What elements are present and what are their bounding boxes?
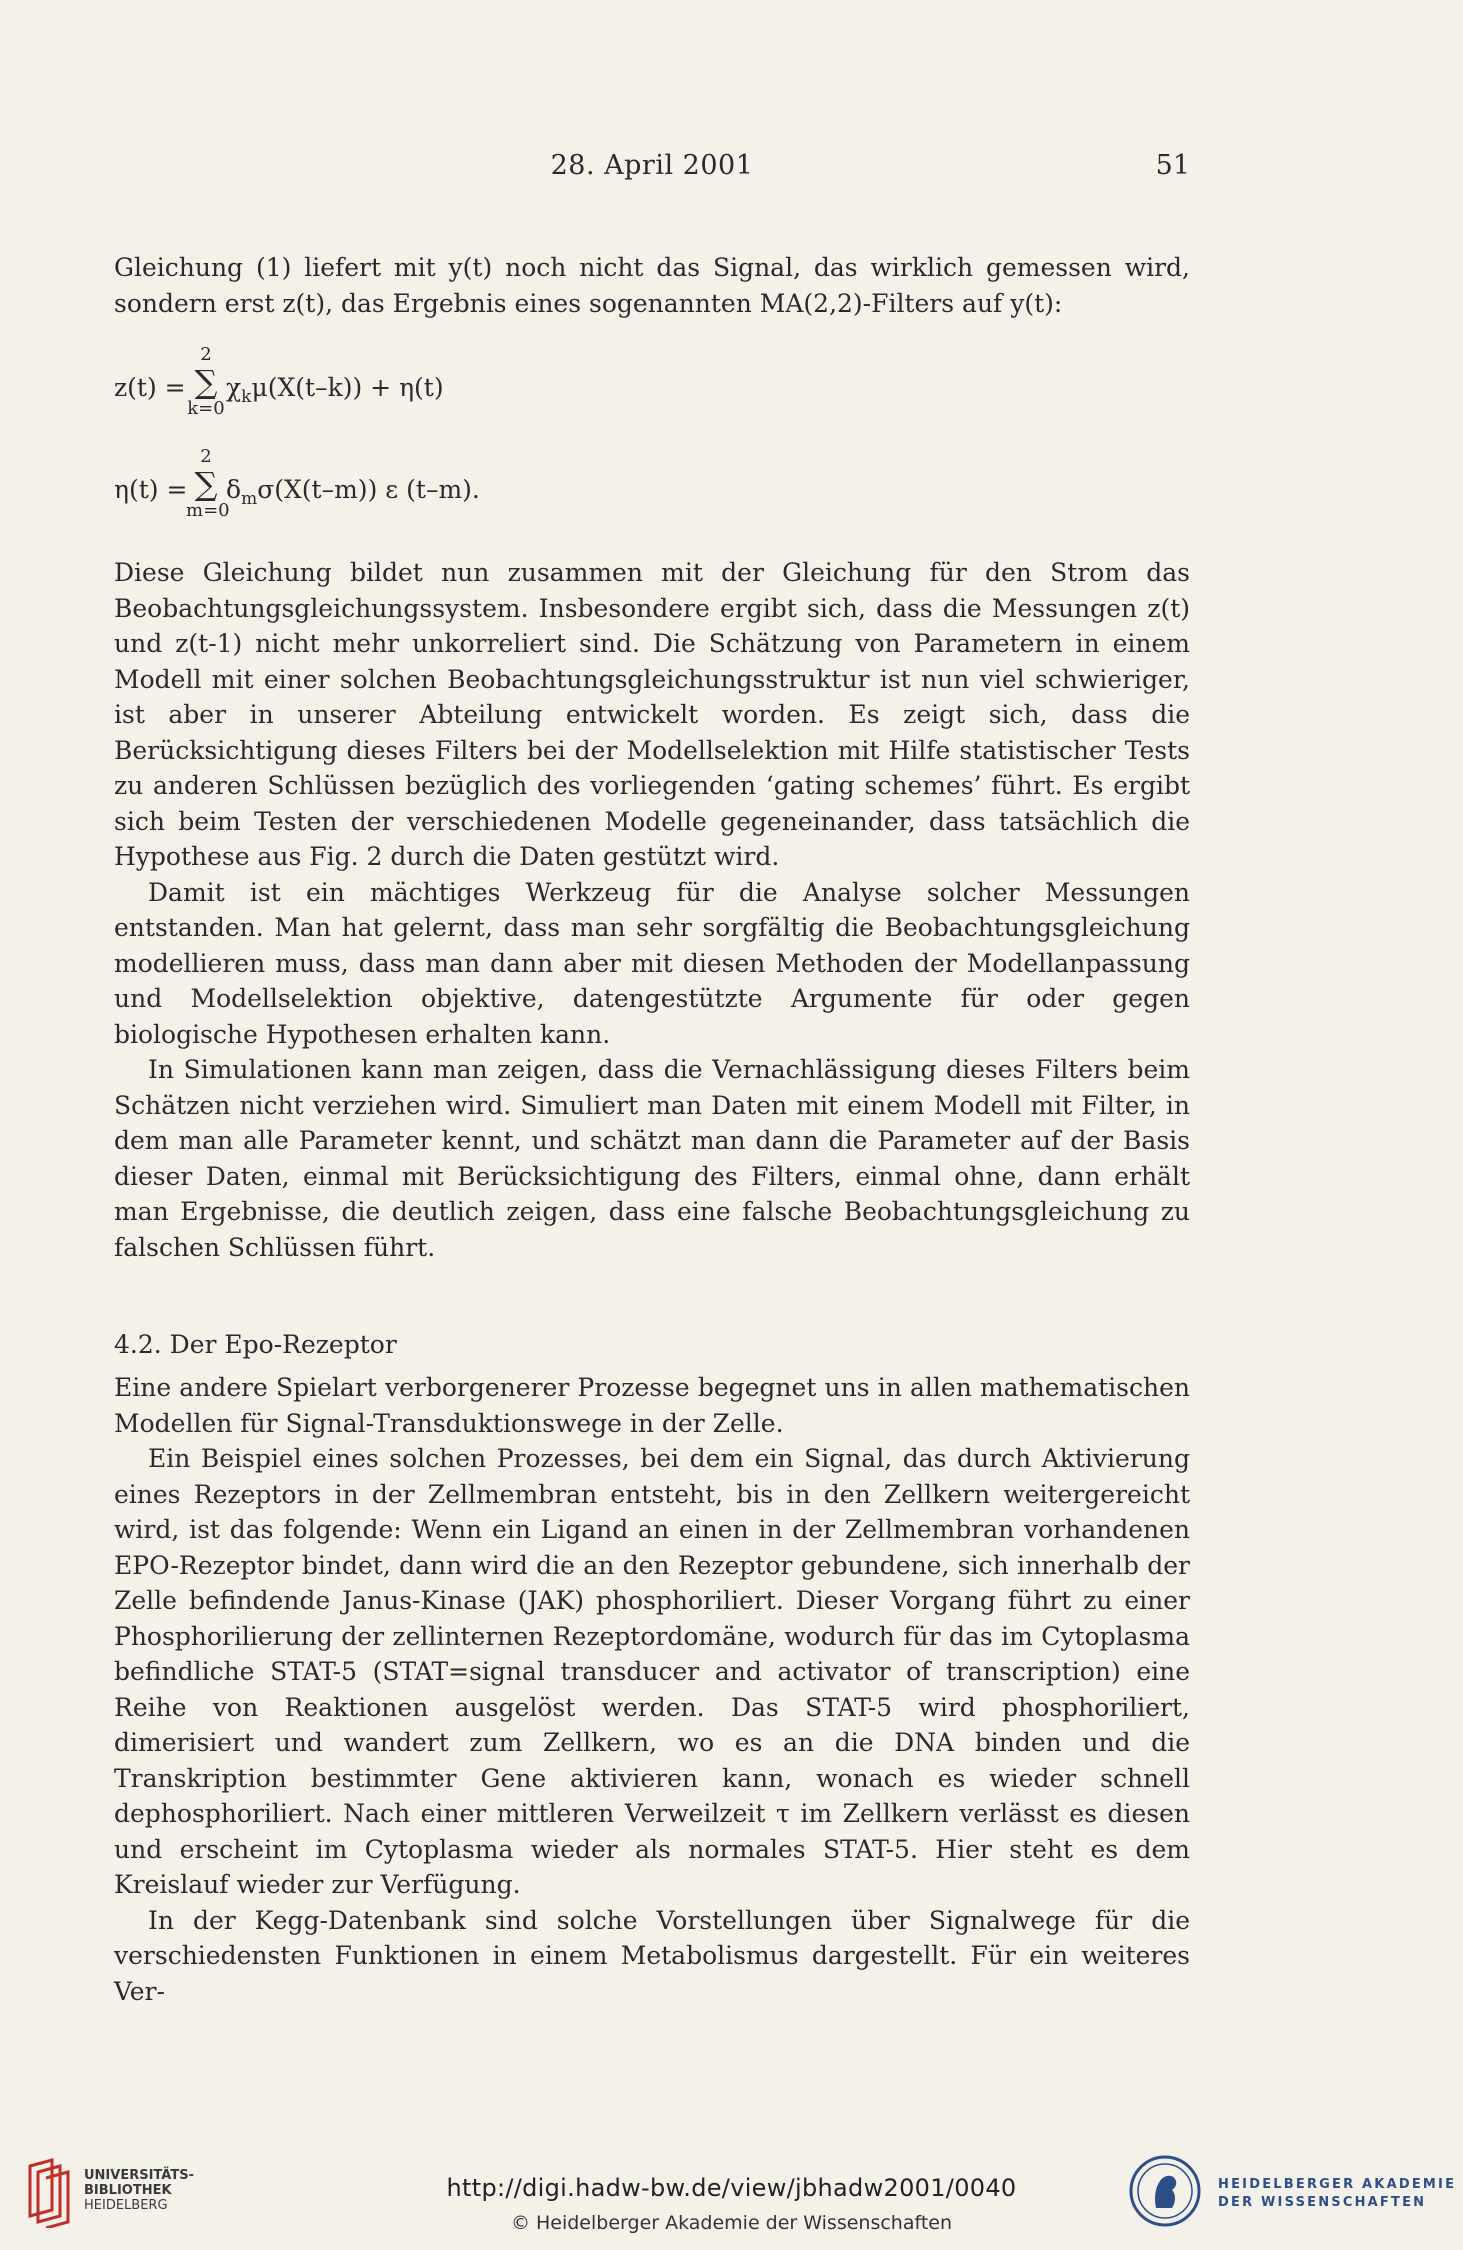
intro-text bbox=[114, 250, 1190, 321]
equation-term: χ bbox=[226, 373, 242, 402]
permalink-url[interactable]: http://digi.hadw-bw.de/view/jbhadw2001/0040 bbox=[446, 2174, 1017, 2202]
equation-term: δ bbox=[226, 475, 242, 504]
paragraph: In Simulationen kann man zeigen, dass die Vernachlässigung dieses Filters beim Schätzen nicht verziehen wird. Simuliert man Daten mit einem Modell mit Filter, in dem man alle Parameter kennt, und schätzt man dann die Parameter auf der Basis dieser Daten, einmal mit Berücksichtigung des Filters, einmal ohne, dann erhält man Ergebnisse, die deutlich zeigen, dass eine falsche Beobachtungsgleichung zu falschen Schlüssen führt. bbox=[114, 1055, 1190, 1262]
sum-lower-limit: k=0 bbox=[187, 398, 225, 419]
paragraph: Diese Gleichung bildet nun zusammen mit der Gleichung für den Strom das Beobachtungsgleichungssystem. Insbesondere ergibt sich, dass die Messungen z(t) und z(t-1) nicht mehr unkorreliert sind. Die Schätzung von Parametern in einem Modell mit einer solchen Beobachtungsgleichungsstruktur ist nun viel schwieriger, ist aber in unserer Abteilung entwickelt worden. Es zeigt sich, dass die Berücksichtigung dieses Filters bei der Modellselektion mit Hilfe statistischer Tests zu anderen Schlüssen bezüglich des vorliegenden ‘gating schemes’ führt. Es ergibt sich beim Testen der verschiedenen Modelle gegeneinander, dass tatsächlich die Hypothese aus Fig. 2 durch die Daten gestützt wird. bbox=[114, 558, 1190, 871]
academy-name-line: DER WISSENSCHAFTEN bbox=[1218, 2195, 1427, 2210]
section-text bbox=[114, 1370, 1190, 2009]
sum-upper-limit: 2 bbox=[200, 446, 212, 467]
equation-subscript: k bbox=[241, 387, 252, 407]
equation-rhs bbox=[226, 373, 444, 407]
library-name-line: HEIDELBERG bbox=[84, 2198, 168, 2213]
equation-rhs bbox=[226, 475, 480, 509]
sum-upper-limit: 2 bbox=[200, 344, 212, 365]
sigma-symbol: ∑ bbox=[194, 465, 218, 503]
page-number: 51 bbox=[1155, 150, 1190, 181]
section-heading: 4.2. Der Epo-Rezeptor bbox=[114, 1330, 397, 1359]
equation-subscript: m bbox=[241, 489, 258, 509]
equation-lhs: z(t) = bbox=[114, 373, 186, 402]
equation-z bbox=[114, 345, 814, 435]
paragraph: In der Kegg-Datenbank sind solche Vorstellungen über Signalwege für die verschiedensten Funktionen in einem Metabolismus dargestellt. Für ein weiteres Ver- bbox=[114, 1905, 1190, 2006]
sigma-symbol: ∑ bbox=[194, 363, 218, 401]
page-header bbox=[114, 150, 1190, 190]
paragraph: Eine andere Spielart verborgenerer Prozesse begegnet uns in allen mathematischen Modellen für Signal-Transduktionswege in der Zelle. bbox=[114, 1373, 1190, 1438]
copyright-notice: © Heidelberger Akademie der Wissenschaften bbox=[510, 2212, 953, 2234]
library-name-line: BIBLIOTHEK bbox=[84, 2183, 172, 2198]
academy-seal-icon bbox=[1128, 2154, 1202, 2228]
equation-term: σ(X(t–m)) ε (t–m). bbox=[257, 475, 480, 504]
library-name-line: UNIVERSITÄTS- bbox=[84, 2168, 194, 2183]
body-text bbox=[114, 555, 1190, 1265]
academy-name-line: HEIDELBERGER AKADEMIE bbox=[1218, 2177, 1457, 2192]
summation bbox=[186, 345, 226, 419]
equation-term: μ(X(t–k)) + η(t) bbox=[251, 373, 444, 402]
sum-lower-limit: m=0 bbox=[186, 500, 230, 521]
paragraph: Gleichung (1) liefert mit y(t) noch nicht das Signal, das wirklich gemessen wird, sondern erst z(t), das Ergebnis eines sogenannten MA(2,2)-Filters auf y(t): bbox=[114, 253, 1190, 318]
summation bbox=[186, 446, 230, 521]
academy-name bbox=[1218, 2176, 1456, 2212]
paragraph: Damit ist ein mächtiges Werkzeug für die Analyse solcher Messungen entstanden. Man hat gelernt, dass man sehr sorgfältig die Beobachtungsgleichung modellieren muss, dass man dann aber mit diesen Methoden der Modellanpassung und Modellselektion objektive, datengestützte Argumente für oder gegen biologische Hypothesen erhalten kann. bbox=[114, 877, 1190, 1049]
equation-lhs: η(t) = bbox=[114, 475, 188, 504]
digitization-footer bbox=[0, 2150, 1463, 2250]
paragraph: Ein Beispiel eines solchen Prozesses, bei dem ein Signal, das durch Aktivierung eines Rezeptors in der Zellmembran entsteht, bis in den Zellkern weitergereicht wird, ist das folgende: Wenn ein Ligand an einen in der Zellmembran vorhandenen EPO-Rezeptor bindet, dann wird die an den Rezeptor gebundene, sich innerhalb der Zelle befindende Janus-Kinase (JAK) phosphoriliert. Dieser Vorgang führt zu einer Phosphorilierung der zellinternen Rezeptordomäne, wodurch für das im Cytoplasma befindliche STAT-5 (STAT=signal transducer and activator of transcription) eine Reihe von Reaktionen ausgelöst werden. Das STAT-5 wird phosphoriliert, dimerisiert und wandert zum Zellkern, wo es an die DNA binden und die Transkription bestimmter Gene aktivieren kann, wonach es wieder schnell dephosphoriliert. Nach einer mittleren Verweilzeit τ im Zellkern verlässt es diesen und erscheint im Cytoplasma wieder als normales STAT-5. Hier steht es dem Kreislauf wieder zur Verfügung. bbox=[114, 1444, 1190, 1899]
equation-eta bbox=[114, 447, 814, 537]
running-head: 28. April 2001 bbox=[550, 150, 754, 181]
